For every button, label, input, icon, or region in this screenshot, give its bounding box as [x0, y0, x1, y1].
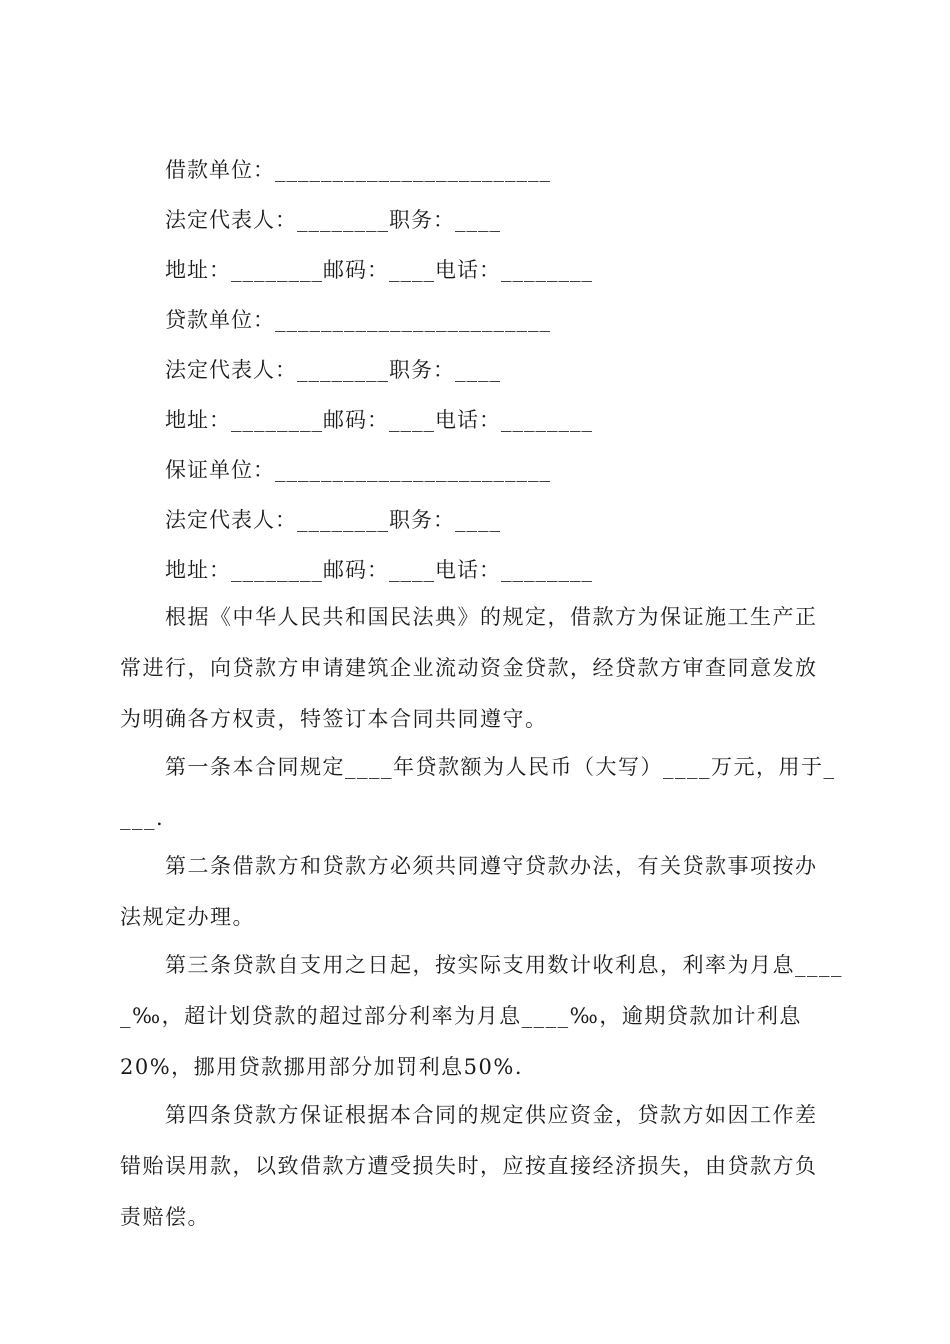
borrower-address-line: 地址：________邮码：____电话：________	[165, 258, 593, 282]
article-3-line-2: _‰，超计划贷款的超过部分利率为月息____‰，逾期贷款加计利息	[120, 1004, 802, 1028]
article-2-line-2: 法规定办理。	[120, 905, 255, 929]
article-4-line-2: 错贻误用款，以致借款方遭受损失时，应按直接经济损失，由贷款方负	[120, 1154, 818, 1178]
preamble-line-1: 根据《中华人民共和国民法典》的规定，借款方为保证施工生产正	[165, 605, 818, 629]
guarantor-representative-line: 法定代表人：________职务：____	[165, 508, 501, 532]
article-1-line-1: 第一条本合同规定____年贷款额为人民币（大写）____万元，用于_	[165, 755, 836, 779]
borrower-unit-line: 借款单位：________________________	[165, 158, 551, 182]
guarantor-unit-line: 保证单位：________________________	[165, 458, 551, 482]
preamble-line-2: 常进行，向贷款方申请建筑企业流动资金贷款，经贷款方审查同意发放	[120, 656, 818, 680]
article-3-line-1: 第三条贷款自支用之日起，按实际支用数计收利息，利率为月息____	[165, 953, 843, 977]
guarantor-address-line: 地址：________邮码：____电话：________	[165, 558, 593, 582]
borrower-representative-line: 法定代表人：________职务：____	[165, 208, 501, 232]
article-4-line-3: 责赔偿。	[120, 1205, 210, 1229]
article-1-line-2: ___.	[120, 806, 165, 830]
article-2-line-1: 第二条借款方和贷款方必须共同遵守贷款办法，有关贷款事项按办	[165, 854, 818, 878]
article-3-line-3: 20%，挪用贷款挪用部分加罚利息50%.	[120, 1055, 524, 1079]
article-4-line-1: 第四条贷款方保证根据本合同的规定供应资金，贷款方如因工作差	[165, 1103, 818, 1127]
preamble-line-3: 为明确各方权责，特签订本合同共同遵守。	[120, 707, 548, 731]
lender-address-line: 地址：________邮码：____电话：________	[165, 408, 593, 432]
lender-representative-line: 法定代表人：________职务：____	[165, 358, 501, 382]
lender-unit-line: 贷款单位：________________________	[165, 308, 551, 332]
